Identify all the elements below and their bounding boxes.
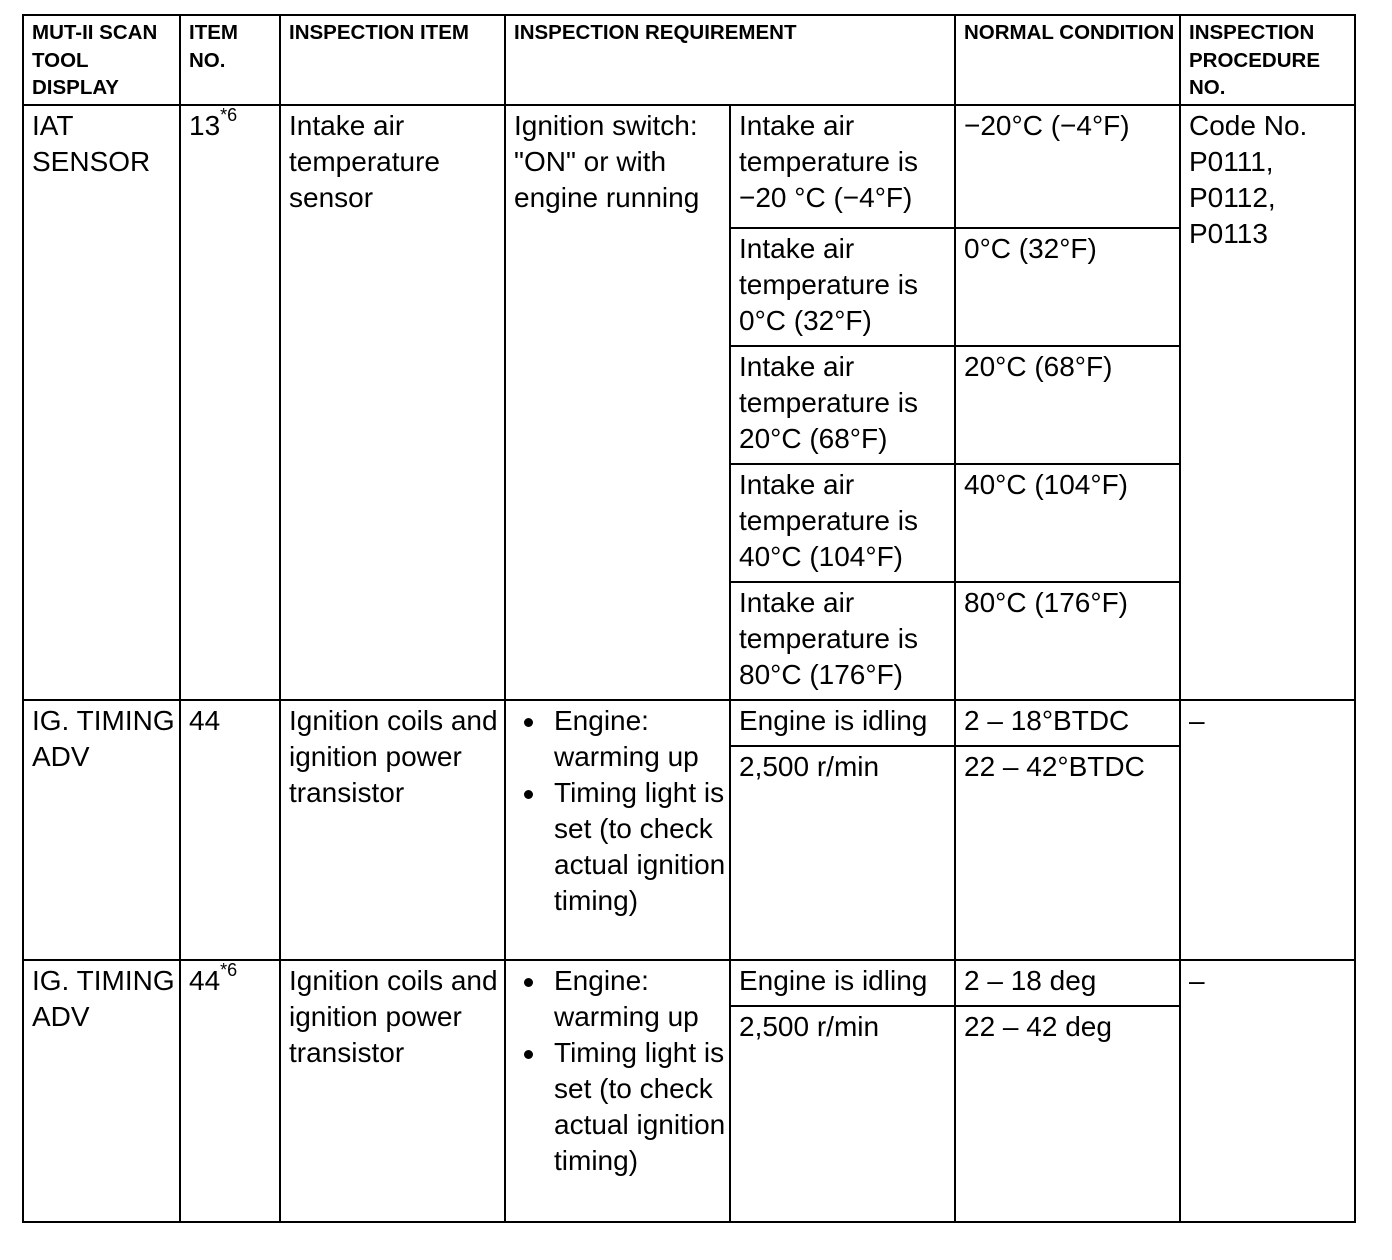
header-inspection-item: INSPECTION ITEM — [280, 15, 505, 105]
normal-condition-cell: 2 – 18 deg — [955, 960, 1180, 1006]
bullet-text: Engine: warming up — [554, 705, 699, 772]
item-no-cell — [180, 960, 280, 1222]
item-no-value: 13 — [189, 110, 221, 141]
requirement-bullet-list — [514, 963, 729, 1179]
inspection-item-cell: Intake air temperature sensor — [280, 105, 505, 700]
header-scan-tool-display: MUT-II SCAN TOOL DISPLAY — [23, 15, 180, 105]
bullet-icon — [524, 718, 533, 727]
normal-condition-cell: 22 – 42°BTDC — [955, 746, 1180, 960]
bullet-text: Timing light is set (to check actual ignition timing) — [554, 1037, 726, 1176]
requirement-bullet-list — [514, 703, 729, 919]
condition-requirement-cell: Engine is idling — [730, 700, 955, 746]
bullet-text: Timing light is set (to check actual ignition timing) — [554, 777, 726, 916]
list-item — [514, 1035, 729, 1179]
item-no-cell: 44 — [180, 700, 280, 960]
list-item — [514, 703, 729, 775]
item-no-value: 44 — [189, 965, 221, 996]
inspection-item-cell: Ignition coils and ignition power transistor — [280, 700, 505, 960]
table-header-row — [23, 15, 1355, 105]
table-row — [23, 960, 1355, 1006]
normal-condition-cell: 20°C (68°F) — [955, 346, 1180, 464]
normal-condition-cell: 0°C (32°F) — [955, 228, 1180, 346]
normal-condition-cell: −20°C (−4°F) — [955, 105, 1180, 228]
condition-requirement-cell: Intake air temperature is 40°C (104°F) — [730, 464, 955, 582]
item-no-cell — [180, 105, 280, 700]
list-item — [514, 775, 729, 919]
condition-requirement-cell: Intake air temperature is −20 °C (−4°F) — [730, 105, 955, 228]
condition-requirement-cell: Intake air temperature is 80°C (176°F) — [730, 582, 955, 700]
list-item — [514, 963, 729, 1035]
condition-requirement-cell: 2,500 r/min — [730, 1006, 955, 1222]
inspection-procedure-cell: – — [1180, 960, 1355, 1222]
inspection-requirement-cell: Ignition switch: "ON" or with engine running — [505, 105, 730, 700]
bullet-icon — [524, 978, 533, 987]
header-normal-condition: NORMAL CONDITION — [955, 15, 1180, 105]
condition-requirement-cell: Intake air temperature is 0°C (32°F) — [730, 228, 955, 346]
inspection-requirement-cell — [505, 960, 730, 1222]
bullet-icon — [524, 790, 533, 799]
table-row — [23, 105, 1355, 228]
condition-requirement-cell: 2,500 r/min — [730, 746, 955, 960]
bullet-text: Engine: warming up — [554, 965, 699, 1032]
inspection-requirement-cell — [505, 700, 730, 960]
scan-tool-display-cell: IG. TIMING ADV — [23, 960, 180, 1222]
scan-tool-display-cell: IG. TIMING ADV — [23, 700, 180, 960]
bullet-icon — [524, 1050, 533, 1059]
header-inspection-procedure-no: INSPECTION PROCEDURE NO. — [1180, 15, 1355, 105]
normal-condition-cell: 2 – 18°BTDC — [955, 700, 1180, 746]
table-row — [23, 700, 1355, 746]
footnote-marker: *6 — [220, 960, 238, 980]
inspection-procedure-cell: Code No. P0111, P0112, P0113 — [1180, 105, 1355, 700]
inspection-item-cell: Ignition coils and ignition power transistor — [280, 960, 505, 1222]
header-item-no: ITEM NO. — [180, 15, 280, 105]
header-inspection-requirement: INSPECTION REQUIREMENT — [505, 15, 955, 105]
footnote-marker: *6 — [220, 105, 238, 125]
normal-condition-cell: 80°C (176°F) — [955, 582, 1180, 700]
inspection-procedure-cell: – — [1180, 700, 1355, 960]
scan-tool-display-cell: IAT SENSOR — [23, 105, 180, 700]
normal-condition-cell: 22 – 42 deg — [955, 1006, 1180, 1222]
condition-requirement-cell: Intake air temperature is 20°C (68°F) — [730, 346, 955, 464]
inspection-table — [22, 14, 1356, 1223]
normal-condition-cell: 40°C (104°F) — [955, 464, 1180, 582]
condition-requirement-cell: Engine is idling — [730, 960, 955, 1006]
